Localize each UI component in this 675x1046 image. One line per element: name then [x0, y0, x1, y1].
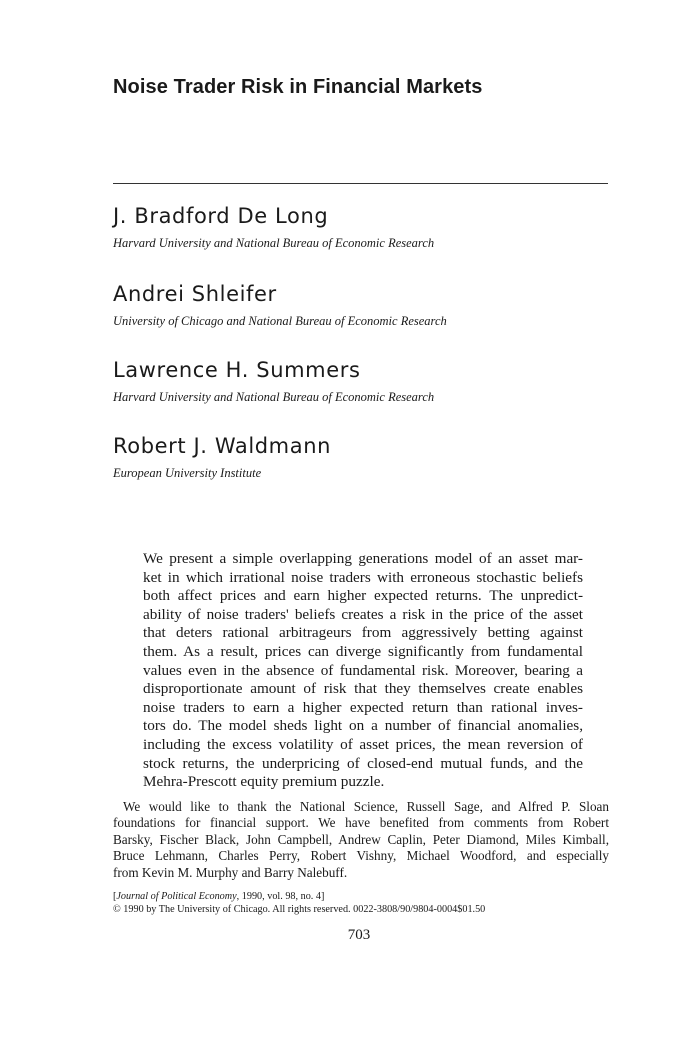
author-affiliation: Harvard University and National Bureau of Economic Research [113, 390, 435, 404]
abstract-line: ket in which irrational noise traders with erroneous stochastic beliefs [143, 568, 583, 586]
acknowledgment-line: Bruce Lehmann, Charles Perry, Robert Vishny, Michael Woodford, and especially [113, 848, 609, 864]
abstract-line: We present a simple overlapping generations model of an asset mar- [143, 550, 583, 567]
abstract-line: tors do. The model sheds light on a number of financial anomalies, [143, 717, 583, 735]
abstract-line: disproportionate amount of risk that they themselves create enables [143, 680, 583, 698]
author-affiliation: European University Institute [113, 466, 262, 480]
author-name: Lawrence H. Summers [113, 358, 361, 382]
author-name: Andrei Shleifer [113, 282, 277, 306]
acknowledgment-line: foundations for financial support. We have benefited from comments from Robert [113, 815, 609, 831]
author-block [113, 203, 434, 251]
author-block [113, 357, 434, 405]
abstract-line: that deters rational arbitrageurs from aggressively betting against [143, 624, 583, 642]
abstract-line: stock returns, the underpricing of closed-end mutual funds, and the [143, 754, 583, 772]
acknowledgment-line: We would like to thank the National Science, Russell Sage, and Alfred P. Sloan [123, 799, 609, 814]
author-name: Robert J. Waldmann [113, 434, 332, 458]
page-number: 703 [347, 927, 371, 943]
journal-reference [113, 890, 485, 903]
journal-citation [113, 890, 485, 916]
journal-details: , 1990, vol. 98, no. 4] [236, 891, 325, 902]
author-block [113, 281, 447, 329]
abstract-line: noise traders to earn a higher expected return than rational inves- [143, 698, 583, 716]
abstract-line: them. As a result, prices can diverge significantly from fundamental [143, 642, 583, 660]
abstract-line: values even in the absence of fundamental risk. Moreover, bearing a [143, 661, 583, 679]
abstract-line: including the excess volatility of asset prices, the mean reversion of [143, 735, 583, 753]
acknowledgment-line: from Kevin M. Murphy and Barry Nalebuff. [113, 864, 348, 880]
copyright-line: © 1990 by The University of Chicago. All rights reserved. 0022-3808/90/9804-0004$01.50 [113, 904, 486, 915]
acknowledgment-note [113, 799, 609, 881]
abstract-line: both affect prices and earn higher expected returns. The unpredict- [143, 587, 583, 605]
abstract-line: Mehra-Prescott equity premium puzzle. [143, 773, 385, 791]
author-affiliation: University of Chicago and National Bureau of Economic Research [113, 314, 447, 328]
abstract-line: ability of noise traders' beliefs creates a risk in the price of the asset [143, 605, 583, 623]
author-affiliation: Harvard University and National Bureau of Economic Research [113, 236, 435, 250]
title-divider [113, 183, 608, 184]
paper-title: Noise Trader Risk in Financial Markets [113, 76, 483, 98]
abstract [143, 550, 583, 792]
acknowledgment-line: Barsky, Fischer Black, John Campbell, Andrew Caplin, Peter Diamond, Miles Kimball, [113, 831, 609, 847]
author-block [113, 433, 331, 481]
author-name: J. Bradford De Long [113, 204, 329, 228]
bracket: [ [113, 891, 117, 902]
journal-name: Journal of Political Economy [116, 891, 237, 902]
